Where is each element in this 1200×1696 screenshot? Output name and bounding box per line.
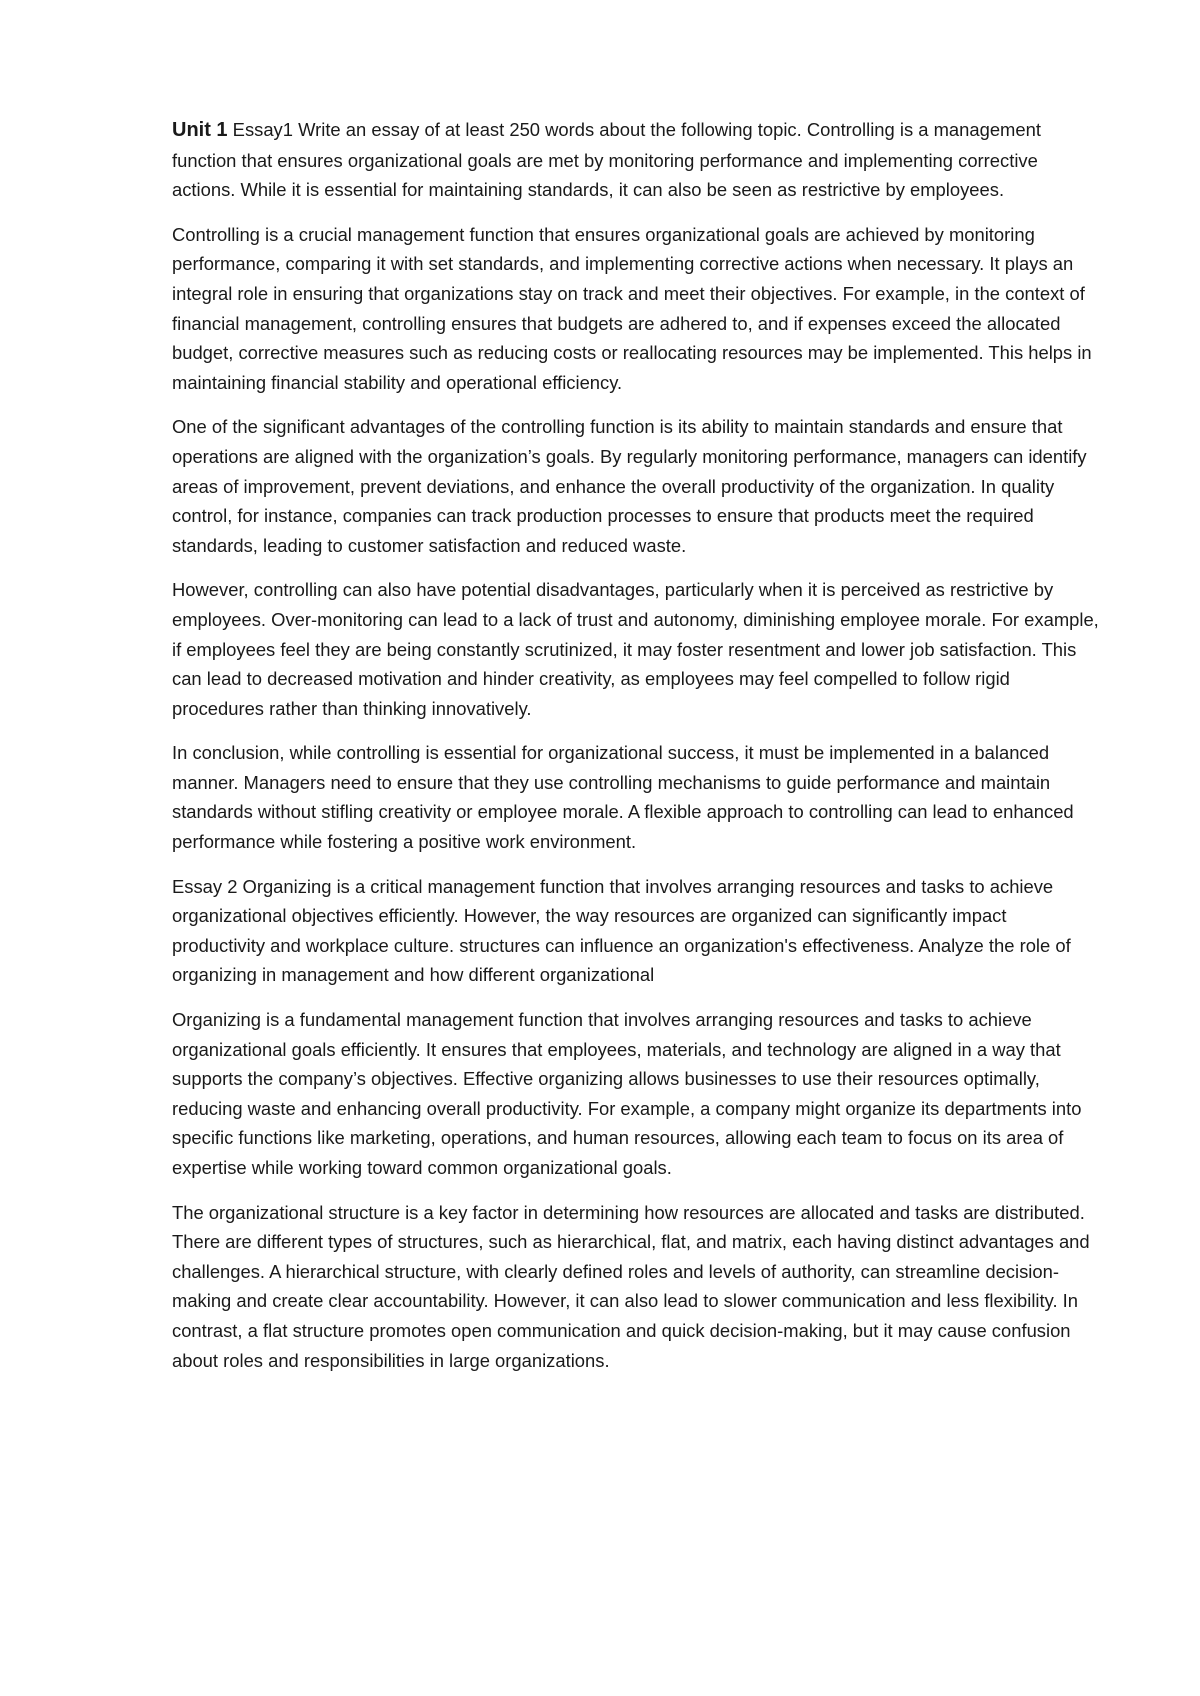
essay2-prompt-paragraph: Essay 2 Organizing is a critical management function that involves arranging resources and tasks to achieve organizational objectives efficiently. However, the way resources are organized can significantly impact productivity and workplace culture. structures can influence an organization's effectiveness. Analyze the role of organizing in management and how different organizational [172, 875, 1071, 986]
essay1-prompt-paragraph [172, 115, 1102, 205]
essay1-prompt-text: Essay1 Write an essay of at least 250 words about the following topic. Controlling is a management function that ensures organizational goals are met by monitoring performance and implementing corrective actions. While it is essential for maintaining standards, it can also be seen as restrictive by employees. [172, 119, 1041, 201]
document-page [172, 115, 1102, 1390]
unit-heading: Unit 1 [172, 119, 228, 141]
body-paragraph: Controlling is a crucial management function that ensures organizational goals are achieved by monitoring performance, comparing it with set standards, and implementing corrective actions when necessary. It plays an integral role in ensuring that organizations stay on track and meet their objectives. For example, in the context of financial management, controlling ensures that budgets are adhered to, and if expenses exceed the allocated budget, corrective measures such as reducing costs or reallocating resources may be implemented. This helps in maintaining financial stability and operational efficiency. [172, 223, 1092, 393]
body-paragraph: In conclusion, while controlling is essential for organizational success, it must be implemented in a balanced manner. Managers need to ensure that they use controlling mechanisms to guide performance and maintain standards without stifling creativity or employee morale. A flexible approach to controlling can lead to enhanced performance while fostering a positive work environment. [172, 742, 1074, 853]
body-paragraph: One of the significant advantages of the controlling function is its ability to maintain standards and ensure that operations are aligned with the organization’s goals. By regularly monitoring performance, managers can identify areas of improvement, prevent deviations, and enhance the overall productivity of the organization. In quality control, for instance, companies can track production processes to ensure that products meet the required standards, leading to customer satisfaction and reduced waste. [172, 416, 1087, 556]
body-paragraph: The organizational structure is a key factor in determining how resources are allocated and tasks are distributed. There are different types of structures, such as hierarchical, flat, and matrix, each having distinct advantages and challenges. A hierarchical structure, with clearly defined roles and levels of authority, can streamline decision-making and create clear accountability. However, it can also lead to slower communication and less flexibility. In contrast, a flat structure promotes open communication and quick decision-making, but it may cause confusion about roles and responsibilities in large organizations. [172, 1201, 1090, 1371]
body-paragraph: However, controlling can also have potential disadvantages, particularly when it is perceived as restrictive by employees. Over-monitoring can lead to a lack of trust and autonomy, diminishing employee morale. For example, if employees feel they are being constantly scrutinized, it may foster resentment and lower job satisfaction. This can lead to decreased motivation and hinder creativity, as employees may feel compelled to follow rigid procedures rather than thinking innovatively. [172, 579, 1099, 719]
body-paragraph: Organizing is a fundamental management function that involves arranging resources and tasks to achieve organizational goals efficiently. It ensures that employees, materials, and technology are aligned in a way that supports the company’s objectives. Effective organizing allows businesses to use their resources optimally, reducing waste and enhancing overall productivity. For example, a company might organize its departments into specific functions like marketing, operations, and human resources, allowing each team to focus on its area of expertise while working toward common organizational goals. [172, 1009, 1082, 1178]
